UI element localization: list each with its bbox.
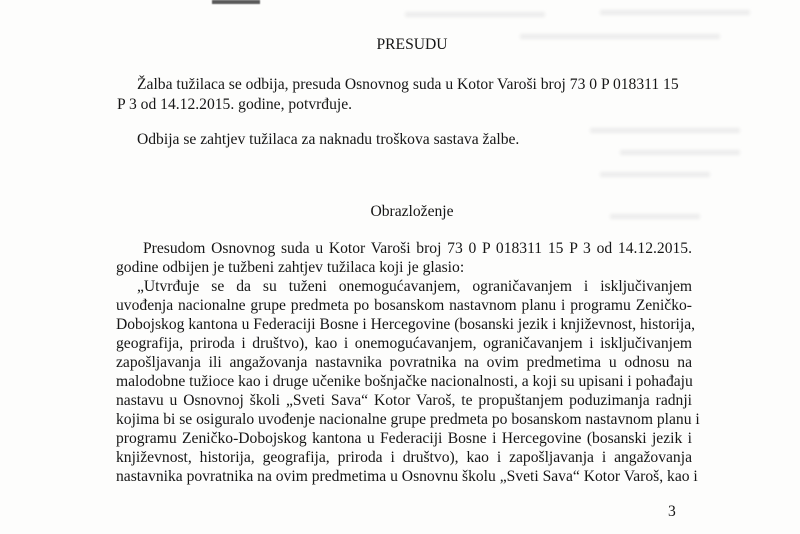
verdict-line: Žalba tužilaca se odbija, presuda Osnovnog suda u Kotor Varoši broj 73 0 P 018311 15 <box>137 76 679 93</box>
show-through-text <box>620 150 740 155</box>
show-through-text <box>405 12 545 17</box>
reasoning-line: programu Zeničko-Dobojskog kantona u Federaciji Bosne i Hercegovine (bosanski jezik i <box>116 430 692 447</box>
reasoning-line: Presudom Osnovnog suda u Kotor Varoši broj 73 0 P 018311 15 P 3 od 14.12.2015. <box>143 240 692 257</box>
top-edge-text-fragment <box>212 0 260 4</box>
verdict-line: P 3 od 14.12.2015. godine, potvrđuje. <box>117 96 353 113</box>
reasoning-heading: Obrazloženje <box>370 203 454 220</box>
verdict-heading: PRESUDU <box>376 36 448 53</box>
reasoning-line: malodobne tužioce kao i druge učenike bošnjačke nacionalnosti, a koji su upisani i pohađaju <box>116 373 693 390</box>
reasoning-line: „Utvrđuje se da su tuženi onemogućavanjem, ograničavanjem i isključivanjem <box>137 278 692 295</box>
page-number: 3 <box>668 503 676 520</box>
reasoning-line: uvođenja nacionalne grupe predmeta po bosanskom nastavnom planu i programu Zeničko- <box>116 297 692 314</box>
reasoning-line: Dobojskog kantona u Federaciji Bosne i Hercegovine (bosanski jezik i književnost, historija, <box>116 316 696 333</box>
reasoning-line: nastavnika povratnika na ovim predmetima u Osnovnu školu „Sveti Sava“ Kotor Varoš, kao i <box>116 468 698 485</box>
show-through-text <box>600 172 710 177</box>
reasoning-line: književnost, historija, geografija, priroda i društvo), kao i zapošljavanja i angažovanja <box>116 449 692 466</box>
reasoning-line: kojima bi se osiguralo uvođenje nacionalne grupe predmeta po bosanskom nastavnom planu i <box>116 411 700 428</box>
reasoning-line: nastavu u Osnovnoj školi „Sveti Sava“ Kotor Varoš, te propuštanjem poduzimanja radnji <box>116 392 692 409</box>
show-through-text <box>600 10 750 15</box>
show-through-text <box>590 128 740 133</box>
reasoning-line: geografija, priroda i društvo), kao i onemogućavanjem, ograničavanjem i isključivanjem <box>116 335 692 352</box>
reasoning-line: zapošljavanja ili angažovanja nastavnika povratnika na ovim predmetima u odnosu na <box>116 354 692 371</box>
costs-decision-line: Odbija se zahtjev tužilaca za naknadu troškova sastava žalbe. <box>137 131 520 148</box>
reasoning-line: godine odbijen je tužbeni zahtjev tužilaca koji je glasio: <box>116 259 465 276</box>
